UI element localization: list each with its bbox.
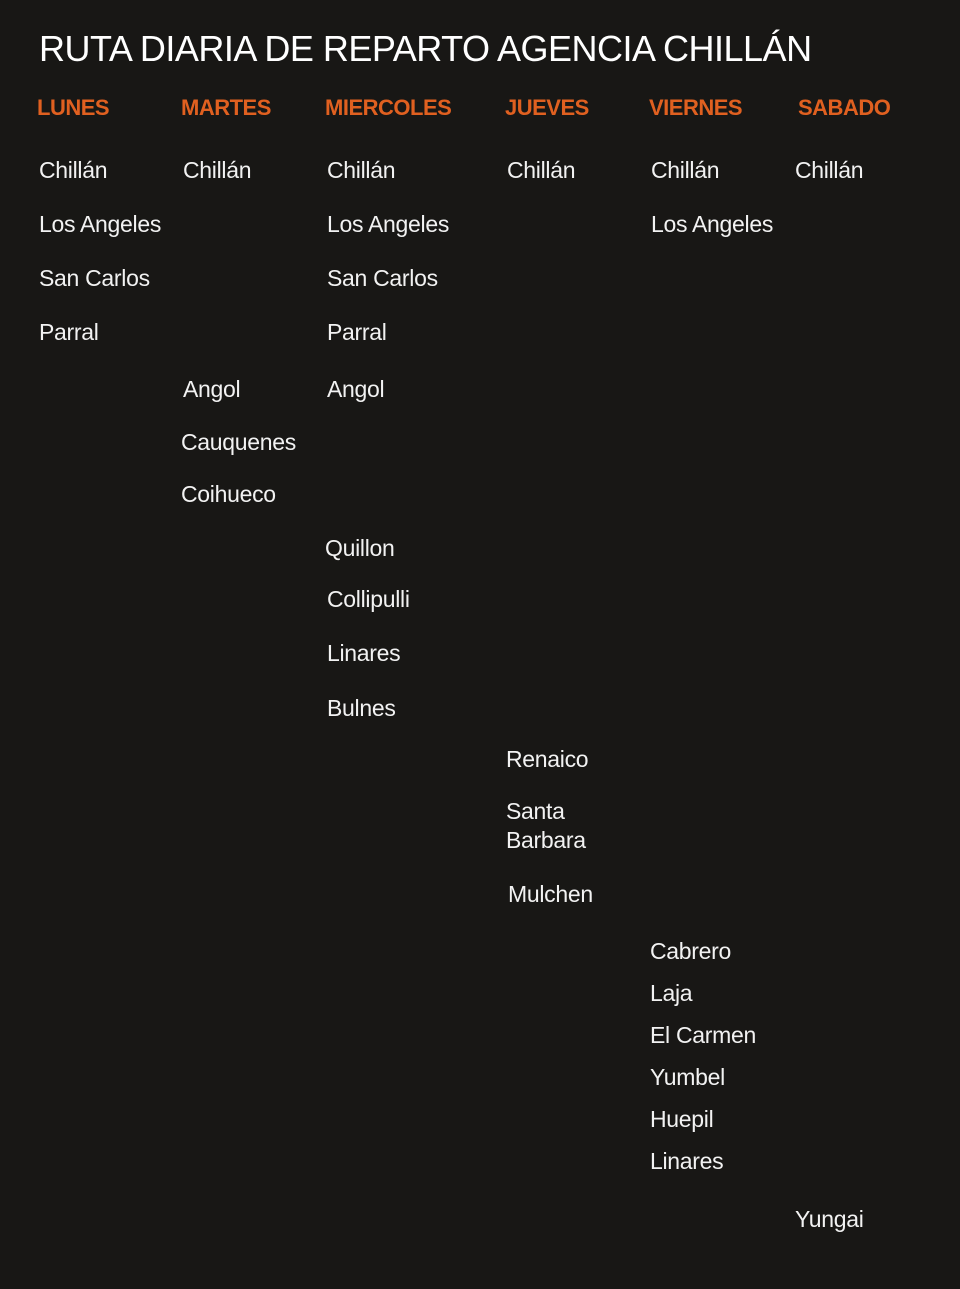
city-viernes: Cabrero — [650, 938, 731, 964]
city-miercoles: Collipulli — [327, 586, 410, 612]
city-viernes: El Carmen — [650, 1022, 756, 1048]
day-header-miercoles: MIERCOLES — [325, 95, 452, 120]
city-viernes: Chillán — [651, 157, 720, 183]
city-sabado: Yungai — [795, 1206, 864, 1232]
city-viernes: Laja — [650, 980, 693, 1006]
city-miercoles: Quillon — [325, 535, 395, 561]
day-header-jueves: JUEVES — [505, 95, 589, 120]
city-viernes: Huepil — [650, 1106, 714, 1132]
city-miercoles: Angol — [327, 376, 385, 402]
city-sabado: Chillán — [795, 157, 864, 183]
city-jueves: Mulchen — [508, 881, 593, 907]
page-title: RUTA DIARIA DE REPARTO AGENCIA CHILLÁN — [39, 28, 812, 69]
city-martes: Coihueco — [181, 481, 276, 507]
city-miercoles: Los Angeles — [327, 211, 450, 237]
city-lunes: San Carlos — [39, 265, 150, 291]
city-miercoles: Chillán — [327, 157, 396, 183]
day-header-viernes: VIERNES — [649, 95, 743, 120]
city-miercoles: Parral — [327, 319, 387, 345]
city-martes: Angol — [183, 376, 241, 402]
city-jueves: Chillán — [507, 157, 576, 183]
day-header-sabado: SABADO — [798, 95, 891, 120]
city-jueves: Renaico — [506, 746, 589, 772]
city-jueves: Barbara — [506, 827, 586, 853]
city-martes: Cauquenes — [181, 429, 296, 455]
city-viernes: Yumbel — [650, 1064, 725, 1090]
city-viernes: Linares — [650, 1148, 724, 1174]
day-header-martes: MARTES — [181, 95, 271, 120]
city-miercoles: Linares — [327, 640, 401, 666]
city-martes: Chillán — [183, 157, 252, 183]
city-jueves: Santa — [506, 798, 565, 824]
city-miercoles: San Carlos — [327, 265, 438, 291]
city-lunes: Chillán — [39, 157, 108, 183]
city-viernes: Los Angeles — [651, 211, 774, 237]
day-header-lunes: LUNES — [37, 95, 110, 120]
city-lunes: Los Angeles — [39, 211, 162, 237]
city-lunes: Parral — [39, 319, 99, 345]
city-miercoles: Bulnes — [327, 695, 396, 721]
